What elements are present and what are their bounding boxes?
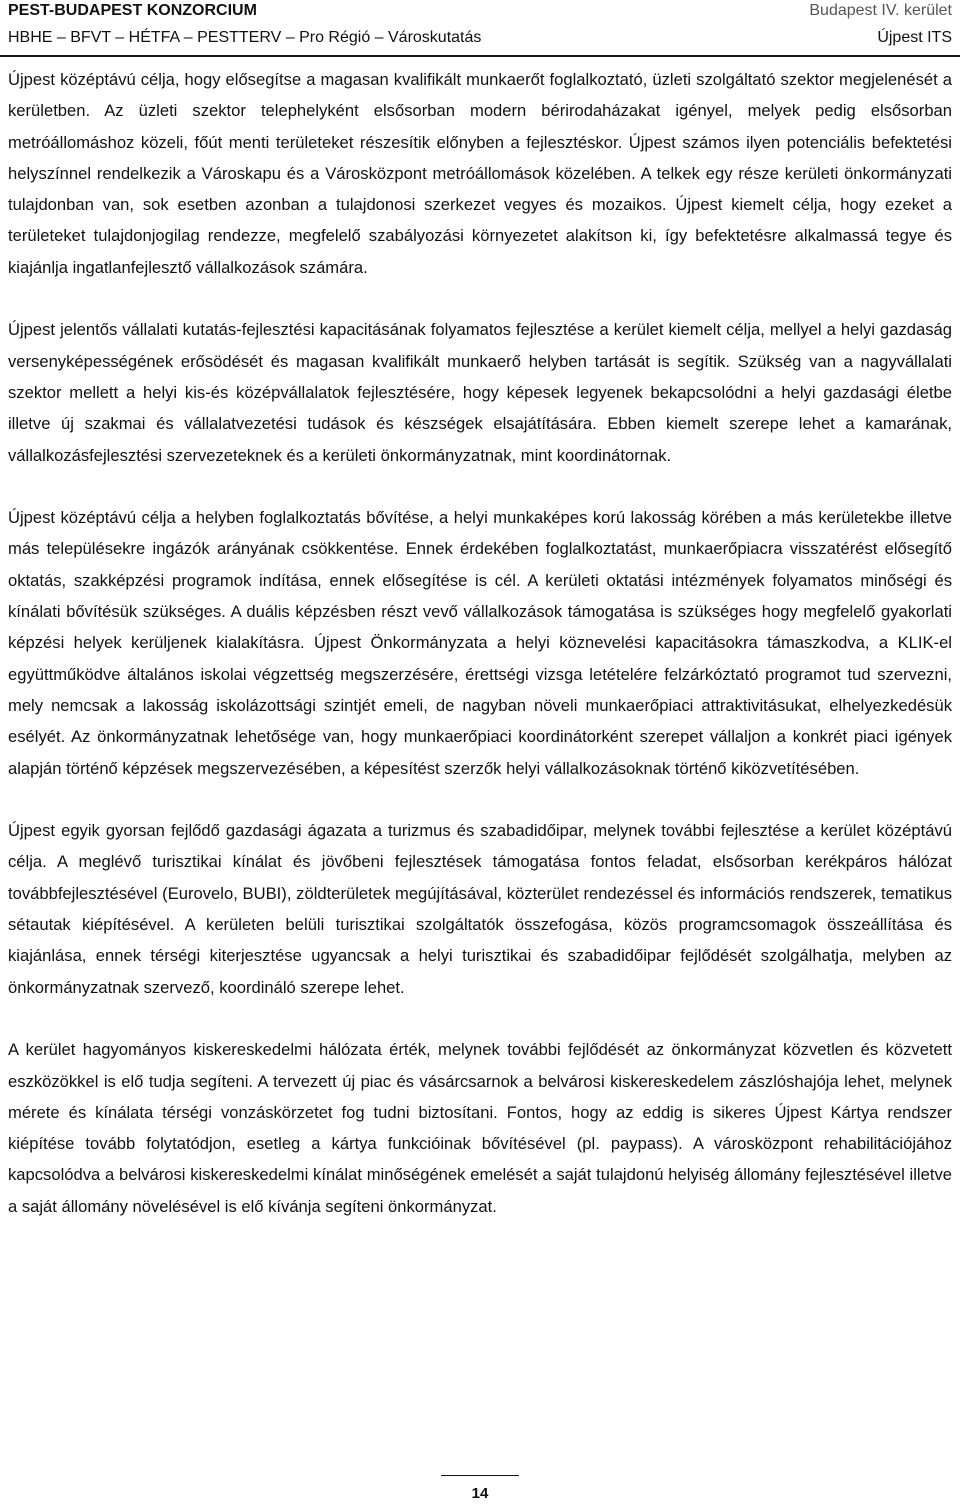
header-bottom-row [8, 27, 952, 49]
paragraph-research-development: Újpest jelentős vállalati kutatás-fejlesztési kapacitásának folyamatos fejlesztése a kerület kiemelt célja, mellyel a helyi gazdaság versenyképességének erősödését és magasan kvalifikált munkaerő helyben tartását is segítik. Szükség van a nagyvállalati szektor mellett a helyi kis-és középvállalatok fejlesztésére, hogy képesek legyenek bekapcsolódni a helyi gazdasági életbe illetve új szakmai és vállalatvezetési tudások és készségek elsajátítására. Ebben kiemelt szerepe lehet a kamarának, vállalkozásfejlesztési szervezeteknek és a kerületi önkormányzatnak, mint koordinátornak. [8, 320, 952, 465]
paragraph-retail: A kerület hagyományos kiskereskedelmi hálózata érték, melynek további fejlődését az önkormányzat közvetlen és közvetett eszközökkel is elő tudja segíteni. A tervezett új piac és vásárcsarnok a belvárosi kiskereskedelem zászlóshajója lehet, melynek mérete és kínálata térségi vonzáskörzetet fog tudni biztosítani. Fontos, hogy az eddig is sikeres Újpest Kártya rendszer kiépítése tovább folytatódjon, esetleg a kártya funkcióinak bővítésével (pl. paypass). A városközpont rehabilitációjához kapcsolódva a belvárosi kiskereskedelmi kínálat minőségének emelését a saját tulajdonú helyiség állomány fejlesztésével illetve a saját állomány növelésével is elő kívánja segíteni önkormányzat. [8, 1040, 952, 1216]
footer-divider [441, 1475, 519, 1476]
header-district: Budapest IV. kerület [809, 2, 952, 19]
header-partners: HBHE – BFVT – HÉTFA – PESTTERV – Pro Régió – Városkutatás [8, 29, 482, 46]
paragraph-tourism: Újpest egyik gyorsan fejlődő gazdasági ágazata a turizmus és szabadidőipar, melynek további fejlesztése a kerület középtávú célja. A meglévő turisztikai kínálat és jövőbeni fejlesztések támogatása fontos feladat, elsősorban kerékpáros hálózat továbbfejlesztésével (Eurovelo, BUBI), zöldterületek megújításával, közterület rendezéssel és információs rendszerek, tematikus sétautak kiépítésével. A kerületen belüli turisztikai szolgáltatók összefogása, közös programcsomagok összeállítása és kiajánlása, ennek térségi kiterjesztése ugyancsak a helyi turisztikai és szabadidőipar fejlődését szolgálhatja, melyben az önkormányzatnak szervező, koordináló szerepe lehet. [8, 821, 952, 997]
page-header [0, 0, 960, 57]
document-body [8, 64, 952, 1222]
header-org-name: PEST-BUDAPEST KONZORCIUM [8, 2, 257, 19]
paragraph-business-services: Újpest középtávú célja, hogy elősegítse a magasan kvalifikált munkaerőt foglalkoztató, üzleti szolgáltató szektor megjelenését a kerületben. Az üzleti szektor telephelyként elsősorban modern bérirodaházakat igényel, melyek pedig elsősorban metróállomáshoz közeli, főút menti területeket részesítik előnyben a fejlesztéskor. Újpest számos ilyen potenciális befektetési helyszínnel rendelkezik a Városkapu és a Városközpont metróállomások közelében. A telkek egy része kerületi önkormányzati tulajdonban van, sok esetben azonban a tulajdonosi szerkezet vegyes és mozaikos. Újpest kiemelt célja, hogy ezeket a területeket tulajdonjogilag rendezze, megfelelő szabályozási környezetet alakítson ki, így befektetésre alkalmassá tegye és kiajánlja ingatlanfejlesztő vállalkozások számára. [8, 70, 952, 277]
header-top-row [8, 0, 952, 22]
header-document-name: Újpest ITS [877, 29, 952, 46]
page-number: 14 [471, 1485, 489, 1502]
paragraph-local-employment: Újpest középtávú célja a helyben foglalkoztatás bővítése, a helyi munkaképes korú lakosság körében a más kerületekbe illetve más településekre ingázók arányának csökkentése. Ennek érdekében foglalkoztatást, munkaerőpiacra visszatérést elősegítő oktatás, szakképzési programok indítása, ennek elősegítése is cél. A kerületi oktatási intézmények folyamatos minőségi és kínálati bővítésük szükséges. A duális képzésben részt vevő vállalkozások támogatása is szükséges hogy megfelelő gyakorlati képzési helyek kerüljenek kialakításra. Újpest Önkormányzata a helyi köznevelési kapacitásokra támaszkodva, a KLIK-el együttműködve általános iskolai végzettség megszerzésére, érettségi vizsga letételére felzárkóztató programot tud szervezni, mely nemcsak a lakosság iskolázottsági szintjét emeli, de nagyban növeli munkaerőpiaci attraktivitásukat, elhelyezkedésük esélyét. Az önkormányzatnak lehetősége van, hogy munkaerőpiaci koordinátorként szerepet vállaljon a konkrét piaci igények alapján történő képzések megszervezésében, a képesítést szerzők helyi vállalkozásoknak történő kiközvetítésében. [8, 508, 952, 778]
